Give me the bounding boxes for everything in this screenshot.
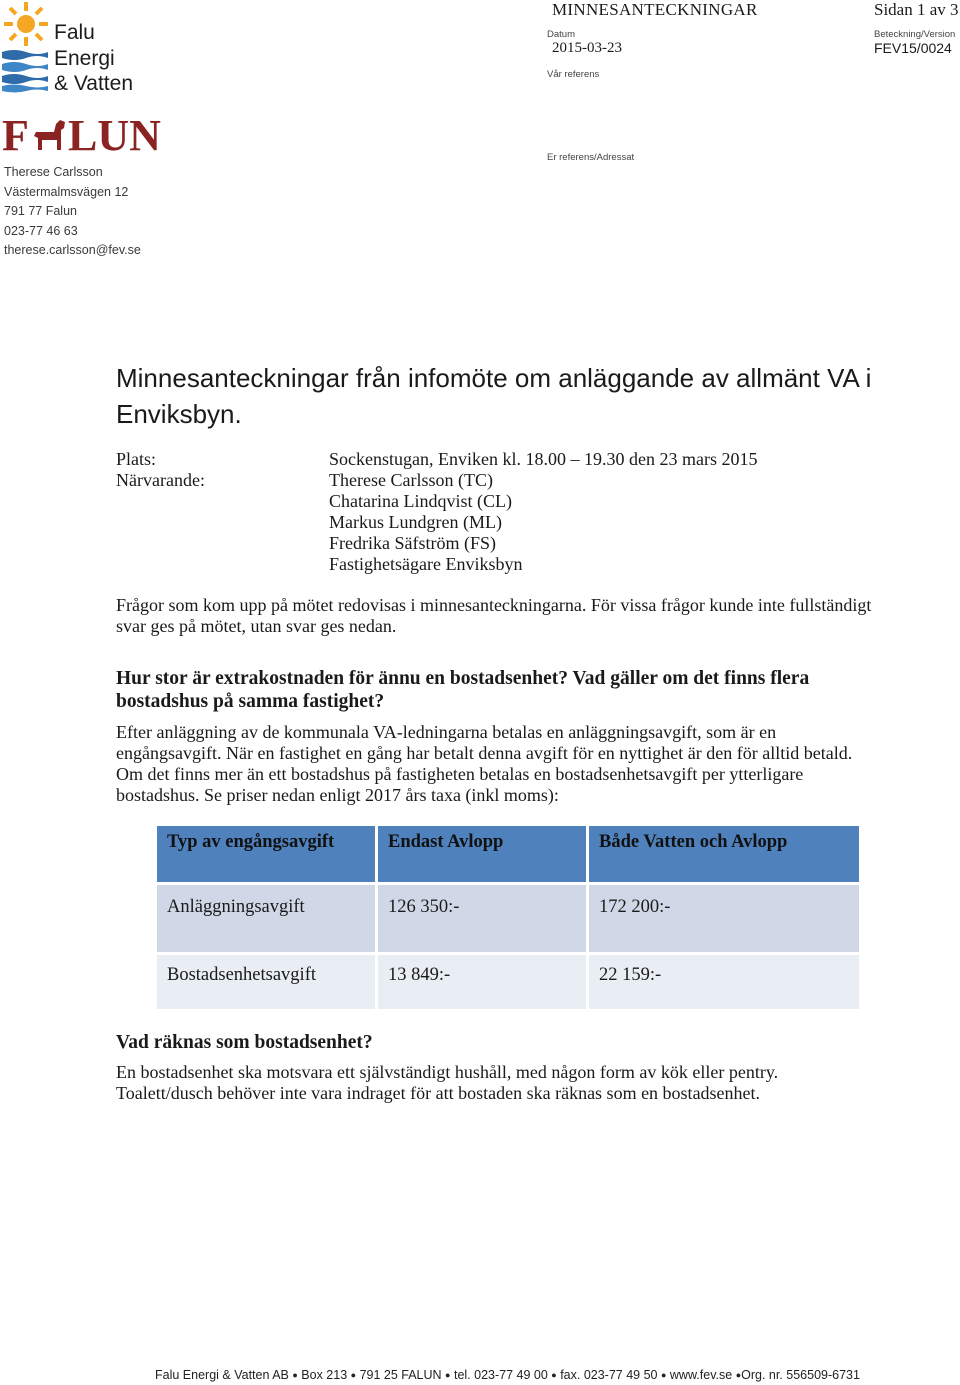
table-cell: 22 159:-	[589, 955, 859, 1009]
sender-email[interactable]: therese.carlsson@fev.se	[4, 243, 141, 257]
designation-label: Beteckning/Version	[874, 29, 956, 40]
designation-value: FEV15/0024	[874, 40, 952, 56]
water-waves-icon	[2, 50, 48, 93]
sender-city: 791 77 Falun	[4, 204, 77, 218]
bullet-icon: ●	[292, 1370, 298, 1380]
footer-company: Falu Energi & Vatten AB	[155, 1368, 289, 1382]
dala-horse-icon	[34, 120, 65, 150]
page-title: Minnesanteckningar från infomöte om anläggande av allmänt VA i Enviksbyn.	[116, 363, 872, 429]
table-cell: 13 849:-	[378, 955, 586, 1009]
attendee: Fastighetsägare Enviksbyn	[329, 554, 523, 574]
document-type: MINNESANTECKNINGAR	[552, 0, 758, 19]
attendee: Fredrika Säfström (FS)	[329, 533, 496, 553]
table-header-cell: Både Vatten och Avlopp	[589, 826, 859, 882]
table-cell: 126 350:-	[378, 885, 586, 952]
footer-web[interactable]: www.fev.se	[669, 1368, 733, 1382]
question-1-heading: Hur stor är extrakostnaden för ännu en bostadsenhet? Vad gäller om det finns flera bostadshus på samma fastighet?	[116, 668, 810, 712]
org-name-line-2: Energi	[54, 46, 115, 70]
sender-street: Västermalmsvägen 12	[4, 184, 129, 199]
table-cell: 172 200:-	[589, 885, 859, 952]
question-1-answer: Efter anläggning av de kommunala VA-ledningarna betalas en anläggningsavgift, som är en engångsavgift. När en fastighet en gång har betalt denna avgift för en nyttighet är den för alltid betald. Om det finns mer än ett bostadshus på fastigheten betalas en bostadsenhetsavgift per ytterligare bostadshus. Se priser nedan enligt 2017 års taxa (inkl moms):	[116, 722, 853, 805]
attendee: Chatarina Lindqvist (CL)	[329, 491, 512, 511]
date-value: 2015-03-23	[552, 40, 622, 56]
footer-box: Box 213	[301, 1368, 348, 1382]
page-footer	[155, 1368, 860, 1382]
present-label: Närvarande:	[116, 470, 205, 490]
sender-block	[4, 163, 141, 261]
attendee: Markus Lundgren (ML)	[329, 512, 502, 532]
table-header-cell: Typ av engångsavgift	[157, 826, 375, 882]
falun-logo-letters: LUN	[68, 114, 161, 154]
bullet-icon: ●	[660, 1370, 667, 1380]
table-row	[157, 955, 859, 1009]
footer-orgnr: Org. nr. 556509-6731	[741, 1368, 860, 1382]
footer-fax: fax. 023-77 49 50	[560, 1368, 658, 1382]
org-name	[54, 20, 133, 97]
sun-icon	[4, 2, 48, 46]
sender-phone: 023-77 46 63	[4, 223, 78, 238]
bullet-icon: ●	[551, 1370, 557, 1380]
footer-tel: tel. 023-77 49 00	[453, 1368, 548, 1382]
bullet-icon: ●	[350, 1370, 357, 1380]
your-reference-label: Er referens/Adressat	[547, 152, 635, 163]
page-number: Sidan 1 av 3	[874, 0, 959, 19]
footer-address: 791 25 FALUN	[359, 1368, 442, 1382]
falun-logo	[2, 114, 180, 154]
table-header-row	[157, 826, 859, 882]
attendee-list	[329, 470, 522, 575]
bullet-icon: ●	[735, 1370, 742, 1380]
place-label: Plats:	[116, 449, 157, 469]
our-reference-label: Vår referens	[547, 69, 600, 80]
table-header-cell: Endast Avlopp	[378, 826, 586, 882]
org-name-line-1: Falu	[54, 21, 95, 44]
org-name-line-3: & Vatten	[54, 72, 133, 95]
table-cell: Anläggningsavgift	[157, 885, 375, 952]
bullet-icon: ●	[445, 1370, 451, 1380]
question-2-answer: En bostadsenhet ska motsvara ett självständigt hushåll, med någon form av kök eller pentry. Toalett/dusch behöver inte vara indraget för att bostaden ska räknas som en bostadsenhet.	[116, 1062, 779, 1103]
date-label: Datum	[547, 29, 575, 40]
place-value: Sockenstugan, Enviken kl. 18.00 – 19.30 den 23 mars 2015	[329, 449, 758, 469]
question-2-heading: Vad räknas som bostadsenhet?	[116, 1032, 373, 1053]
attendee: Therese Carlsson (TC)	[329, 470, 493, 490]
table-row	[157, 885, 859, 952]
fee-table	[154, 826, 862, 1009]
falun-logo-letter-f: F	[2, 114, 29, 154]
intro-paragraph: Frågor som kom upp på mötet redovisas i minnesanteckningarna. För vissa frågor kunde inte fullständigt svar ges på mötet, utan svar ges nedan.	[116, 595, 872, 636]
sender-name: Therese Carlsson	[4, 165, 103, 179]
table-cell: Bostadsenhetsavgift	[157, 955, 375, 1009]
